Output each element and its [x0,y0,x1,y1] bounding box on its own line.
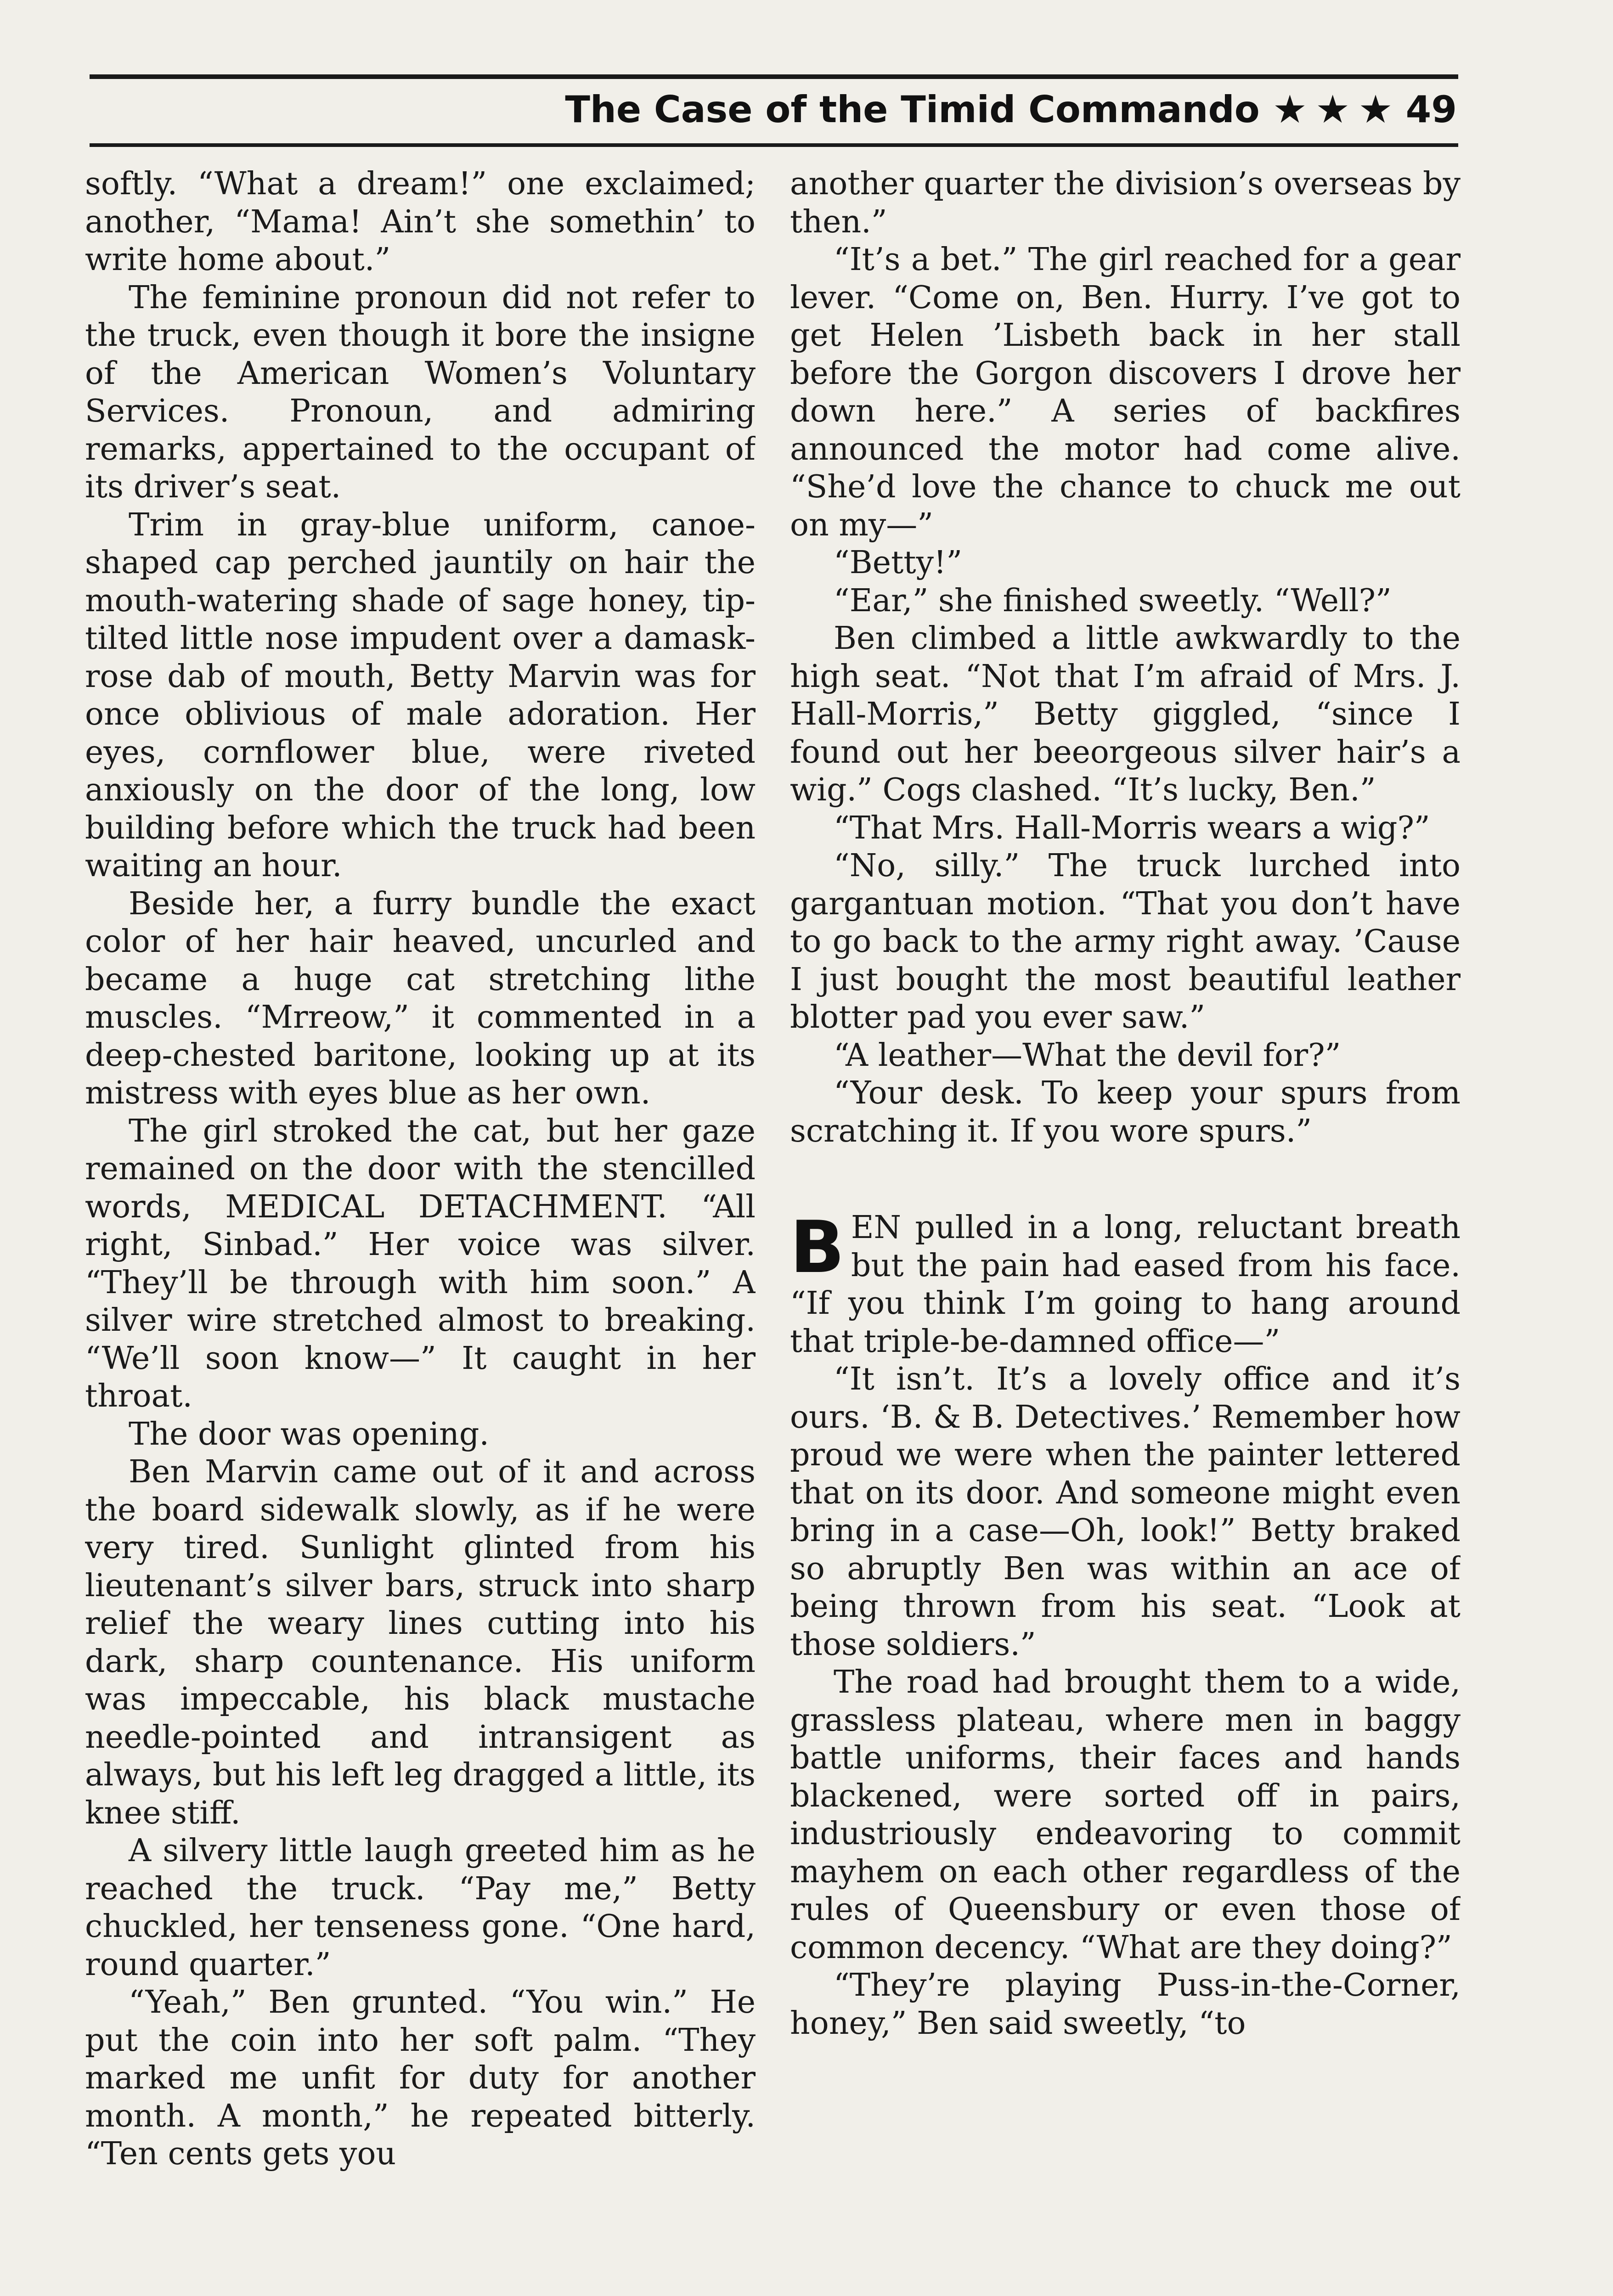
paragraph: “Your desk. To keep your spurs from scratching it. If you wore spurs.” [790,1075,1461,1149]
section-opening-text: EN pulled in a long, reluctant breath but the pain had eased from his face. “If you think I’m going to hang around that triple-be-damned office—” [790,1210,1461,1360]
paragraph: “A leather—What the devil for?” [834,1037,1341,1074]
paragraph: The door was opening. [129,1416,489,1452]
paragraph: Beside her, a furry bundle the exact color of her hair heaved, uncurled and became a huge cat stretching lithe muscles. “Mrreow,” it commented in a deep-chested baritone, looking up at its mistress with eyes blue as her own. [85,885,756,1111]
paragraph: “Betty!” [834,545,963,581]
paragraph: “Yeah,” Ben grunted. “You win.” He put the coin into her soft palm. “They marked me unfit for duty for another month. A month,” he repeated bitterly. “Ten cents gets you [85,1984,756,2172]
paragraph: “It’s a bet.” The girl reached for a gear lever. “Come on, Ben. Hurry. I’ve got to get Helen ’Lisbeth back in her stall before the Gorgon discovers I drove her down here.” A series of backfires announced the motor had come alive. “She’d love the chance to chuck me out on my—” [790,242,1461,543]
paragraph: The road had brought them to a wide, grassless plateau, where men in baggy battle uniforms, their faces and hands blackened, were sorted off in pairs, industriously endeavoring to commit mayhem on each other regardless of the rules of Queensbury or even those of common decency. “What are they doing?” [790,1664,1461,1966]
paragraph: Trim in gray-blue uniform, canoe-shaped cap perched jauntily on hair the mouth-watering shade of sage honey, tip-tilted little nose impudent over a damask-rose dab of mouth, Betty Marvin was for once oblivious of male adoration. Her eyes, cornflower blue, were riveted anxiously on the door of the long, low building before which the truck had been waiting an hour. [85,506,756,884]
paragraph: Ben Marvin came out of it and across the board sidewalk slowly, as if he were very tired. Sunlight glinted from his lieutenant’s silver bars, struck into sharp relief the weary lines cutting into his dark, sharp countenance. His uniform was impeccable, his black mustache needle-pointed and intransigent as always, but his left leg dragged a little, its knee stiff. [85,1454,756,1831]
header-rule-top [90,74,1458,79]
paragraph: A silvery little laugh greeted him as he reached the truck. “Pay me,” Betty chuckled, her tenseness gone. “One hard, round quarter.” [85,1833,756,1983]
paragraph: “No, silly.” The truck lurched into gargantuan motion. “That you don’t have to go back to the army right away. ’Cause I just bought the most beautiful leather blotter pad you ever saw.” [790,848,1461,1035]
text-column-left [85,165,756,2296]
star-icon: ★ [1272,87,1308,132]
paragraph: The girl stroked the cat, but her gaze remained on the door with the stencilled words, MEDICAL DETACHMENT. “All right, Sinbad.” Her voice was silver. “They’ll be through with him soon.” A silver wire stretched almost to breaking. “We’ll soon know—” It caught in her throat. [85,1113,756,1414]
story-title: The Case of the Timid Commando [565,88,1260,131]
paragraph: “That Mrs. Hall-Morris wears a wig?” [834,810,1430,846]
paragraph: another quarter the division’s overseas by then.” [790,166,1461,240]
drop-cap: B [790,1205,845,1289]
running-header [565,82,1457,137]
header-rule-bottom [90,143,1458,147]
paragraph: “Ear,” she finished sweetly. “Well?” [834,582,1392,619]
star-icon: ★ [1315,87,1350,132]
paragraph: “It isn’t. It’s a lovely office and it’s ours. ‘B. & B. Detectives.’ Remember how proud we were when the painter lettered that on its door. And someone might even bring in a case—Oh, look!” Betty braked so abruptly Ben was within an ace of being thrown from his seat. “Look at those soldiers.” [790,1361,1461,1663]
paragraph: softly. “What a dream!” one exclaimed; another, “Mama! Ain’t she somethin’ to write home about.” [85,166,756,278]
paragraph: Ben climbed a little awkwardly to the high seat. “Not that I’m afraid of Mrs. J. Hall-Morris,” Betty giggled, “since I found out her beeorgeous silver hair’s a wig.” Cogs clashed. “It’s lucky, Ben.” [790,620,1461,808]
paragraph: “They’re playing Puss-in-the-Corner, honey,” Ben said sweetly, “to [790,1967,1461,2042]
star-icon: ★ [1358,87,1393,132]
page-number: 49 [1405,88,1457,131]
section-opening-paragraph [790,1205,1461,1361]
text-column-right [790,165,1461,2296]
star-ornaments [1272,87,1393,132]
paragraph: The feminine pronoun did not refer to the truck, even though it bore the insigne of the American Women’s Voluntary Services. Pronoun, and admiring remarks, appertained to the occupant of its driver’s seat. [85,279,756,505]
